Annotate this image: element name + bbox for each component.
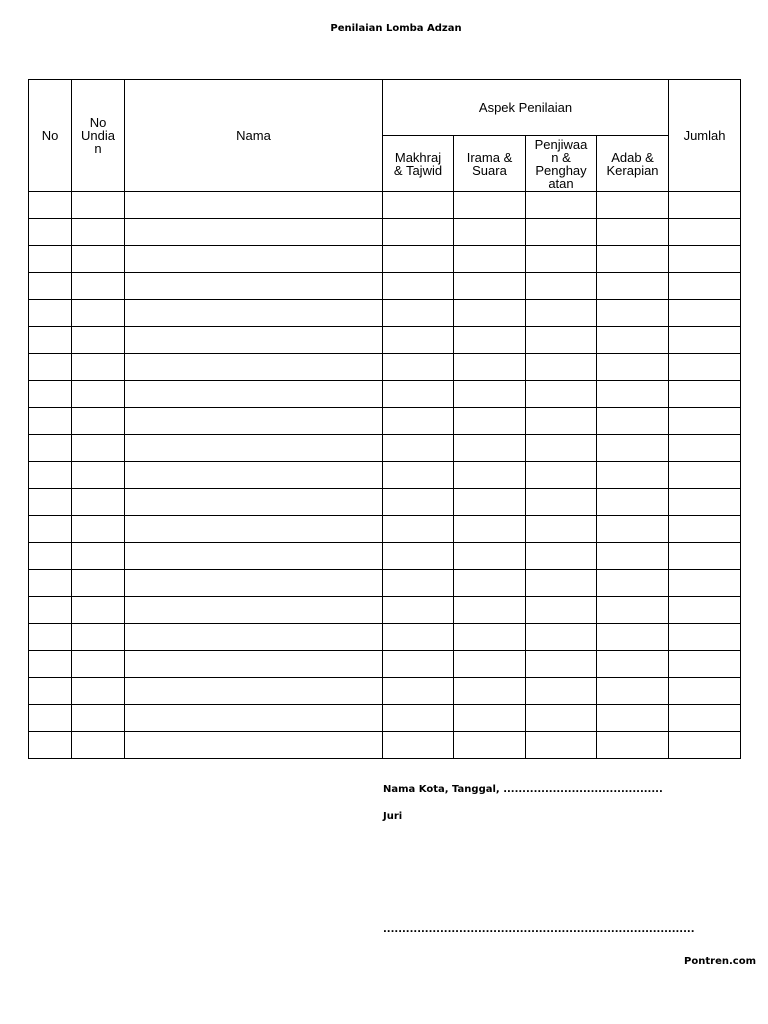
table-cell[interactable] (125, 408, 383, 435)
table-cell[interactable] (29, 435, 72, 462)
table-cell[interactable] (597, 381, 669, 408)
table-cell[interactable] (125, 651, 383, 678)
table-cell[interactable] (383, 381, 454, 408)
table-cell[interactable] (597, 570, 669, 597)
table-cell[interactable] (125, 273, 383, 300)
table-cell[interactable] (125, 705, 383, 732)
table-cell[interactable] (454, 219, 526, 246)
table-cell[interactable] (72, 732, 125, 759)
table-cell[interactable] (669, 192, 741, 219)
table-cell[interactable] (597, 300, 669, 327)
table-cell[interactable] (454, 327, 526, 354)
table-cell[interactable] (597, 408, 669, 435)
table-cell[interactable] (29, 732, 72, 759)
table-cell[interactable] (454, 516, 526, 543)
table-cell[interactable] (597, 354, 669, 381)
header-penjiwaan-penghayatan: Penjiwaa n & Penghay atan (526, 136, 597, 192)
table-cell[interactable] (454, 462, 526, 489)
table-cell[interactable] (597, 705, 669, 732)
table-cell[interactable] (597, 246, 669, 273)
table-cell[interactable] (125, 435, 383, 462)
table-cell[interactable] (383, 462, 454, 489)
table-cell[interactable] (526, 651, 597, 678)
table-cell[interactable] (29, 246, 72, 273)
table-cell[interactable] (72, 462, 125, 489)
header-jumlah: Jumlah (669, 80, 741, 192)
table-cell[interactable] (383, 651, 454, 678)
table-cell[interactable] (454, 489, 526, 516)
table-cell[interactable] (597, 489, 669, 516)
table-cell[interactable] (383, 705, 454, 732)
table-cell[interactable] (526, 435, 597, 462)
table-cell[interactable] (383, 624, 454, 651)
table-row (29, 462, 741, 489)
table-cell[interactable] (597, 516, 669, 543)
table-cell[interactable] (669, 300, 741, 327)
table-cell[interactable] (125, 678, 383, 705)
table-cell[interactable] (125, 732, 383, 759)
table-cell[interactable] (383, 219, 454, 246)
table-cell[interactable] (72, 273, 125, 300)
table-cell[interactable] (526, 246, 597, 273)
table-row (29, 624, 741, 651)
header-no: No (29, 80, 72, 192)
table-cell[interactable] (526, 192, 597, 219)
table-cell[interactable] (29, 192, 72, 219)
table-row (29, 543, 741, 570)
table-row (29, 300, 741, 327)
table-cell[interactable] (383, 300, 454, 327)
table-cell[interactable] (669, 705, 741, 732)
table-cell[interactable] (526, 354, 597, 381)
header-adab-kerapian: Adab & Kerapian (597, 136, 669, 192)
table-cell[interactable] (29, 624, 72, 651)
table-cell[interactable] (597, 597, 669, 624)
table-cell[interactable] (125, 543, 383, 570)
table-cell[interactable] (597, 624, 669, 651)
table-cell[interactable] (669, 435, 741, 462)
table-cell[interactable] (597, 462, 669, 489)
table-row (29, 192, 741, 219)
table-cell[interactable] (597, 219, 669, 246)
table-row (29, 354, 741, 381)
table-cell[interactable] (454, 570, 526, 597)
table-cell[interactable] (72, 570, 125, 597)
header-no-undian: No Undia n (72, 80, 125, 192)
table-cell[interactable] (526, 597, 597, 624)
table-cell[interactable] (29, 273, 72, 300)
table-cell[interactable] (72, 327, 125, 354)
table-cell[interactable] (454, 543, 526, 570)
table-cell[interactable] (526, 705, 597, 732)
table-cell[interactable] (29, 219, 72, 246)
table-cell[interactable] (383, 273, 454, 300)
brand-watermark: Pontren.com (684, 956, 756, 967)
table-cell[interactable] (669, 219, 741, 246)
table-cell[interactable] (72, 516, 125, 543)
table-cell[interactable] (125, 381, 383, 408)
table-cell[interactable] (383, 435, 454, 462)
table-cell[interactable] (669, 462, 741, 489)
table-cell[interactable] (125, 354, 383, 381)
table-cell[interactable] (526, 516, 597, 543)
table-cell[interactable] (29, 381, 72, 408)
table-cell[interactable] (72, 408, 125, 435)
table-cell[interactable] (669, 597, 741, 624)
table-cell[interactable] (383, 354, 454, 381)
table-cell[interactable] (72, 300, 125, 327)
table-cell[interactable] (383, 570, 454, 597)
table-cell[interactable] (597, 678, 669, 705)
table-cell[interactable] (29, 408, 72, 435)
table-cell[interactable] (72, 219, 125, 246)
table-cell[interactable] (125, 489, 383, 516)
table-cell[interactable] (29, 462, 72, 489)
table-cell[interactable] (526, 489, 597, 516)
table-cell[interactable] (383, 489, 454, 516)
table-cell[interactable] (72, 192, 125, 219)
table-cell[interactable] (125, 246, 383, 273)
table-cell[interactable] (526, 570, 597, 597)
table-row (29, 678, 741, 705)
table-cell[interactable] (125, 570, 383, 597)
table-cell[interactable] (669, 381, 741, 408)
table-cell[interactable] (454, 408, 526, 435)
table-cell[interactable] (29, 705, 72, 732)
table-cell[interactable] (454, 246, 526, 273)
table-cell[interactable] (669, 354, 741, 381)
table-cell[interactable] (526, 624, 597, 651)
table-cell[interactable] (526, 408, 597, 435)
table-cell[interactable] (526, 327, 597, 354)
table-row (29, 597, 741, 624)
place-date-line: Nama Kota, Tanggal, .......................................... (383, 784, 663, 795)
table-row (29, 570, 741, 597)
table-cell[interactable] (526, 462, 597, 489)
table-cell[interactable] (669, 651, 741, 678)
table-cell[interactable] (383, 192, 454, 219)
table-cell[interactable] (669, 516, 741, 543)
table-cell[interactable] (383, 597, 454, 624)
table-cell[interactable] (454, 192, 526, 219)
table-cell[interactable] (597, 543, 669, 570)
juri-label: Juri (383, 811, 403, 822)
table-cell[interactable] (597, 192, 669, 219)
score-table (28, 79, 741, 759)
table-cell[interactable] (454, 651, 526, 678)
table-cell[interactable] (125, 597, 383, 624)
table-row (29, 408, 741, 435)
table-row (29, 732, 741, 759)
table-cell[interactable] (29, 300, 72, 327)
table-cell[interactable] (669, 273, 741, 300)
table-cell[interactable] (669, 327, 741, 354)
table-cell[interactable] (29, 678, 72, 705)
signature-line: .................................................................................. (383, 924, 695, 935)
table-cell[interactable] (669, 543, 741, 570)
table-cell[interactable] (669, 678, 741, 705)
table-cell[interactable] (125, 300, 383, 327)
table-row (29, 219, 741, 246)
table-cell[interactable] (125, 219, 383, 246)
table-cell[interactable] (597, 435, 669, 462)
table-cell[interactable] (72, 246, 125, 273)
table-cell[interactable] (383, 246, 454, 273)
table-cell[interactable] (383, 327, 454, 354)
table-cell[interactable] (72, 705, 125, 732)
table-cell[interactable] (29, 543, 72, 570)
table-cell[interactable] (72, 678, 125, 705)
table-cell[interactable] (29, 570, 72, 597)
table-cell[interactable] (29, 597, 72, 624)
table-row (29, 273, 741, 300)
table-cell[interactable] (383, 732, 454, 759)
table-cell[interactable] (125, 516, 383, 543)
table-cell[interactable] (383, 543, 454, 570)
table-cell[interactable] (454, 435, 526, 462)
table-cell[interactable] (454, 300, 526, 327)
table-cell[interactable] (526, 732, 597, 759)
table-cell[interactable] (669, 246, 741, 273)
table-cell[interactable] (72, 597, 125, 624)
table-cell[interactable] (72, 435, 125, 462)
table-cell[interactable] (526, 678, 597, 705)
table-cell[interactable] (72, 624, 125, 651)
table-row (29, 516, 741, 543)
table-cell[interactable] (454, 678, 526, 705)
table-row (29, 381, 741, 408)
table-cell[interactable] (454, 597, 526, 624)
table-body (29, 192, 741, 759)
table-cell[interactable] (29, 489, 72, 516)
table-cell[interactable] (526, 543, 597, 570)
table-cell[interactable] (125, 462, 383, 489)
table-cell[interactable] (29, 327, 72, 354)
header-nama: Nama (125, 80, 383, 192)
table-cell[interactable] (454, 354, 526, 381)
table-cell[interactable] (454, 273, 526, 300)
header-makhraj-tajwid: Makhraj & Tajwid (383, 136, 454, 192)
table-cell[interactable] (72, 354, 125, 381)
header-aspek-penilaian: Aspek Penilaian (383, 80, 669, 136)
document-title: Penilaian Lomba Adzan (330, 23, 462, 34)
header-irama-suara: Irama & Suara (454, 136, 526, 192)
table-cell[interactable] (383, 516, 454, 543)
table-cell[interactable] (669, 570, 741, 597)
table-cell[interactable] (669, 408, 741, 435)
table-cell[interactable] (125, 327, 383, 354)
table-cell[interactable] (526, 273, 597, 300)
table-cell[interactable] (597, 327, 669, 354)
table-cell[interactable] (454, 381, 526, 408)
table-cell[interactable] (29, 651, 72, 678)
table-cell[interactable] (597, 651, 669, 678)
table-cell[interactable] (72, 381, 125, 408)
table-cell[interactable] (125, 624, 383, 651)
table-cell[interactable] (669, 732, 741, 759)
table-cell[interactable] (526, 219, 597, 246)
table-cell[interactable] (29, 516, 72, 543)
table-row (29, 705, 741, 732)
table-cell[interactable] (72, 543, 125, 570)
table-row (29, 435, 741, 462)
table-cell[interactable] (669, 624, 741, 651)
table-row (29, 489, 741, 516)
table-row (29, 327, 741, 354)
table-cell[interactable] (383, 678, 454, 705)
table-cell[interactable] (383, 408, 454, 435)
table-cell[interactable] (72, 489, 125, 516)
table-cell[interactable] (454, 624, 526, 651)
table-cell[interactable] (597, 732, 669, 759)
table-cell[interactable] (125, 192, 383, 219)
table-cell[interactable] (526, 381, 597, 408)
table-cell[interactable] (669, 489, 741, 516)
table-cell[interactable] (454, 732, 526, 759)
table-cell[interactable] (597, 273, 669, 300)
table-cell[interactable] (454, 705, 526, 732)
table-cell[interactable] (29, 354, 72, 381)
table-row (29, 651, 741, 678)
table-cell[interactable] (72, 651, 125, 678)
table-row (29, 246, 741, 273)
table-cell[interactable] (526, 300, 597, 327)
